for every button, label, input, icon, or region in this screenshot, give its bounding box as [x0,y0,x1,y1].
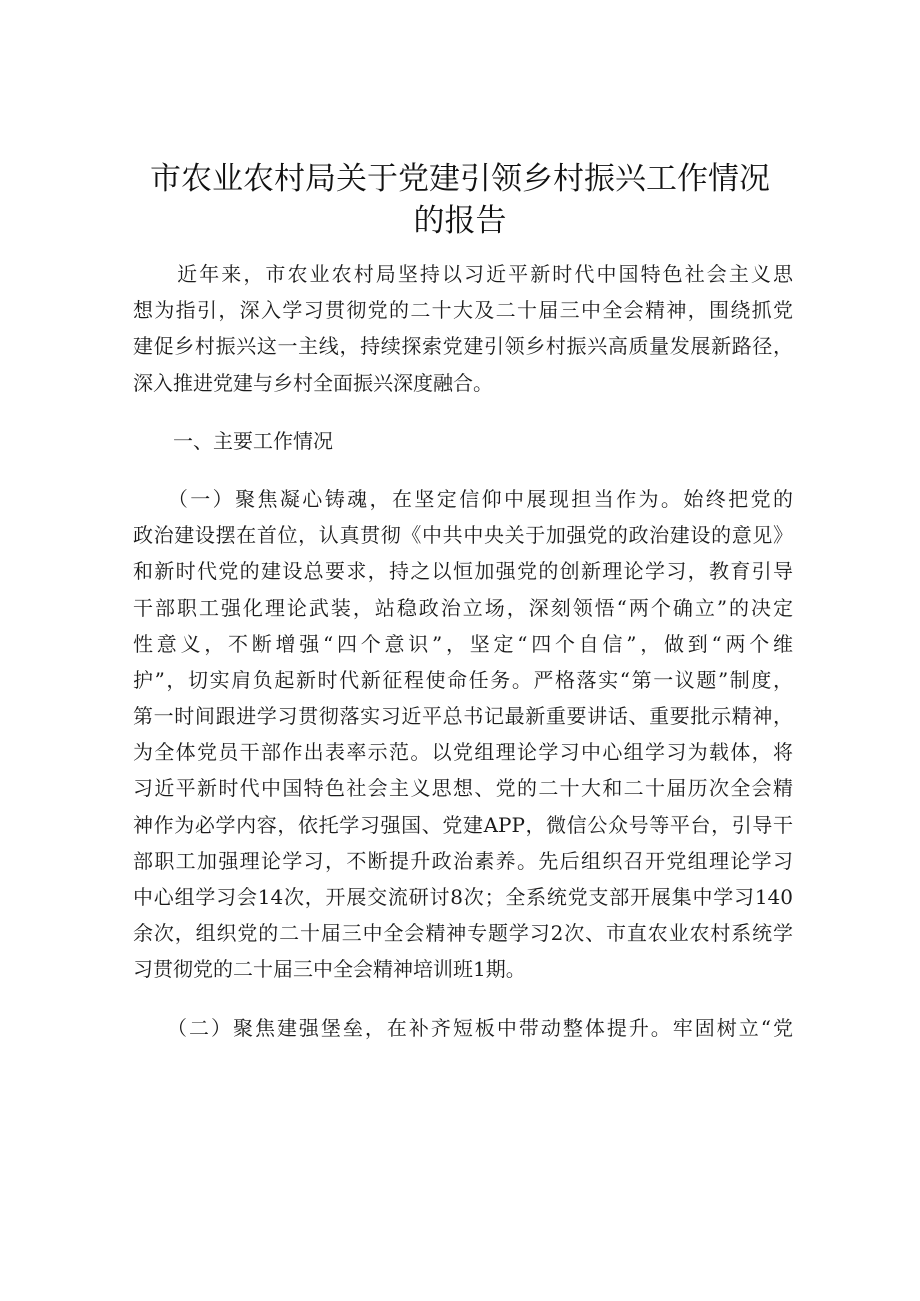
text-line: 习贯彻党的二十届三中全会精神培训班1期。 [133,957,526,982]
text-line: 第一时间跟进学习贯彻落实习近平总书记最新重要讲话、重要批示精神， [133,704,793,729]
text-line: 部职工加强理论学习，不断提升政治素养。先后组织召开党组理论学习 [133,848,793,873]
text-line: 习近平新时代中国特色社会主义思想、党的二十大和二十届历次全会精 [133,776,793,801]
title-line-2: 的报告 [413,203,507,239]
text-line: 近年来，市农业农村局坚持以习近平新时代中国特色社会主义思 [133,262,793,286]
paragraph-gap [133,459,793,481]
text-line: 政治建设摆在首位，认真贯彻《中共中央关于加强党的政治建设的意见》 [133,523,793,548]
title-line-1: 市农业农村局关于党建引领乡村振兴工作情况 [150,161,770,197]
text-line: （一）聚焦凝心铸魂，在坚定信仰中展现担当作为。始终把党的 [133,486,793,511]
heading-line: 一、主要工作情况 [133,428,333,453]
section-heading [133,423,793,459]
text-line: 性意义，不断增强“四个意识”，坚定“四个自信”，做到“两个维 [133,631,793,656]
text-line: 和新时代党的建设总要求，持之以恒加强党的创新理论学习，教育引导 [133,559,793,584]
document-body [133,256,793,1046]
text-line: 神作为必学内容，依托学习强国、党建APP，微信公众号等平台，引导干 [133,812,793,837]
paragraph-gap [133,988,793,1010]
text-line: （二）聚焦建强堡垒，在补齐短板中带动整体提升。牢固树立“党 [133,1015,793,1040]
text-line: 余次，组织党的二十届三中全会精神专题学习2次、市直农业农村系统学 [133,921,793,946]
text-line: 干部职工强化理论武装，站稳政治立场，深刻领悟“两个确立”的决定 [133,595,793,620]
paragraph-section-2 [133,1010,793,1046]
text-line: 深入推进党建与乡村全面振兴深度融合。 [133,370,493,395]
paragraph-intro [133,256,793,401]
paragraph-section-1 [133,481,793,988]
document-title [90,158,830,242]
text-line: 中心组学习会14次，开展交流研讨8次；全系统党支部开展集中学习140 [133,885,793,909]
paragraph-gap [133,401,793,423]
text-line: 想为指引，深入学习贯彻党的二十大及二十届三中全会精神，围绕抓党 [133,298,793,323]
text-line: 护”，切实肩负起新时代新征程使命任务。严格落实“第一议题”制度， [133,667,793,692]
text-line: 建促乡村振兴这一主线，持续探索党建引领乡村振兴高质量发展新路径， [133,334,793,359]
text-line: 为全体党员干部作出表率示范。以党组理论学习中心组学习为载体，将 [133,740,793,765]
